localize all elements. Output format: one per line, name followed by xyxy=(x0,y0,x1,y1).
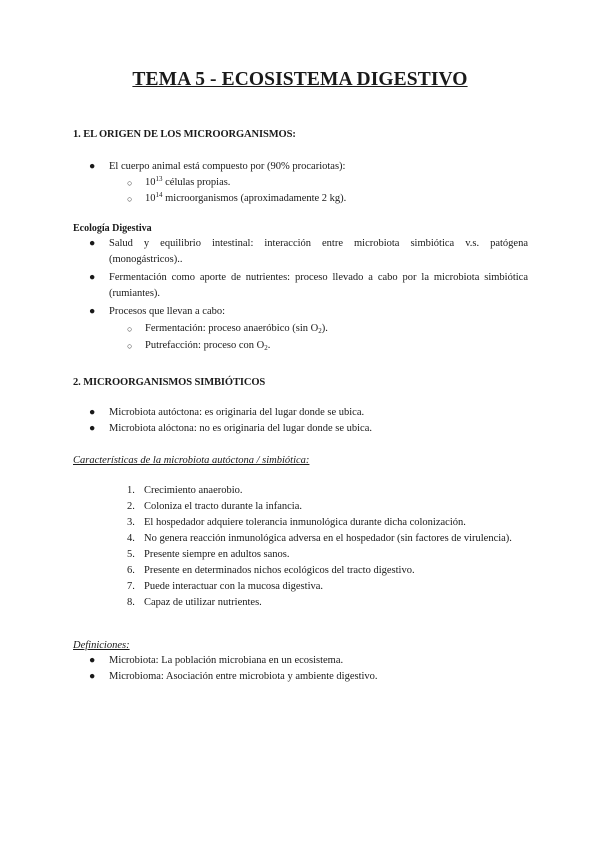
numbered-item: 4. No genera reacción inmunológica adversa en el hospedador (sin factores de virulencia). xyxy=(127,533,512,544)
numbered-item: 1. Crecimiento anaerobio. xyxy=(127,485,243,496)
numbered-item: 5. Presente siempre en adultos sanos. xyxy=(127,549,290,560)
list-item: ● Microbiota alóctona: no es originaria del lugar donde se ubica. xyxy=(73,421,528,437)
numbered-item: 2. Coloniza el tracto durante la infancia. xyxy=(127,501,303,512)
list-item: ● Procesos que llevan a cabo: xyxy=(73,304,528,320)
bullet-icon: ● xyxy=(89,238,96,249)
numbered-item: 6. Presente en determinados nichos ecológicos del tracto digestivo. xyxy=(127,565,415,576)
bullet-icon: ● xyxy=(89,161,96,172)
ecologia-list xyxy=(73,236,528,354)
circle-bullet-icon: ○ xyxy=(127,324,133,334)
ecologia-heading: Ecología Digestiva xyxy=(73,223,152,234)
circle-bullet-icon: ○ xyxy=(127,178,133,188)
bullet-icon: ● xyxy=(89,423,96,434)
list-item: ● Microbiota autóctona: es originaria del lugar donde se ubica. xyxy=(73,405,528,421)
list-item: ● El cuerpo animal está compuesto por (90% procariotas): xyxy=(73,159,528,175)
sub-list-item: ○ $10^{13}$ células propias. xyxy=(73,175,528,191)
bullet-icon: ● xyxy=(89,306,96,317)
caracteristicas-list xyxy=(120,483,528,611)
definiciones-list xyxy=(73,653,528,685)
bullet-icon: ● xyxy=(89,407,96,418)
section1-list xyxy=(73,159,528,207)
page-title: TEMA 5 - ECOSISTEMA DIGESTIVO xyxy=(132,69,468,90)
numbered-item: 3. El hospedador adquiere tolerancia inmunológica durante dicha colonización. xyxy=(127,517,466,528)
numbered-item: 7. Puede interactuar con la mucosa digestiva. xyxy=(127,581,324,592)
list-item: ● Salud y equilibrio intestinal: interacción entre microbiota simbiótica v.s. patógena (monogástricos).. xyxy=(89,238,528,265)
section2-list xyxy=(73,405,528,437)
bullet-icon: ● xyxy=(89,671,96,682)
list-item: ● Microbioma: Asociación entre microbiota y ambiente digestivo. xyxy=(73,669,528,685)
circle-bullet-icon: ○ xyxy=(127,341,133,351)
definiciones-heading: Definiciones: xyxy=(73,640,130,651)
section2-heading: 2. MICROORGANISMOS SIMBIÓTICOS xyxy=(73,377,266,388)
circle-bullet-icon: ○ xyxy=(127,194,133,204)
sub-list-item: ○ Fermentación: proceso anaeróbico (sin $O_2$). xyxy=(127,323,328,335)
section1-heading: 1. EL ORIGEN DE LOS MICROORGANISMOS: xyxy=(73,129,296,140)
sub-list-item: ○ $10^{14}$ microorganismos (aproximadamente 2 kg). xyxy=(73,191,528,207)
sub-list-item: ○ Putrefacción: proceso con $O_2$. xyxy=(127,340,271,352)
caracteristicas-heading: Características de la microbiota autóctona / simbiótica: xyxy=(73,455,310,466)
bullet-icon: ● xyxy=(89,655,96,666)
list-item: ● Fermentación como aporte de nutrientes: proceso llevado a cabo por la microbiota simbiótica (rumiantes). xyxy=(89,272,528,299)
list-item: ● Microbiota: La población microbiana en un ecosistema. xyxy=(73,653,528,669)
numbered-item: 8. Capaz de utilizar nutrientes. xyxy=(127,597,262,608)
bullet-icon: ● xyxy=(89,272,96,283)
